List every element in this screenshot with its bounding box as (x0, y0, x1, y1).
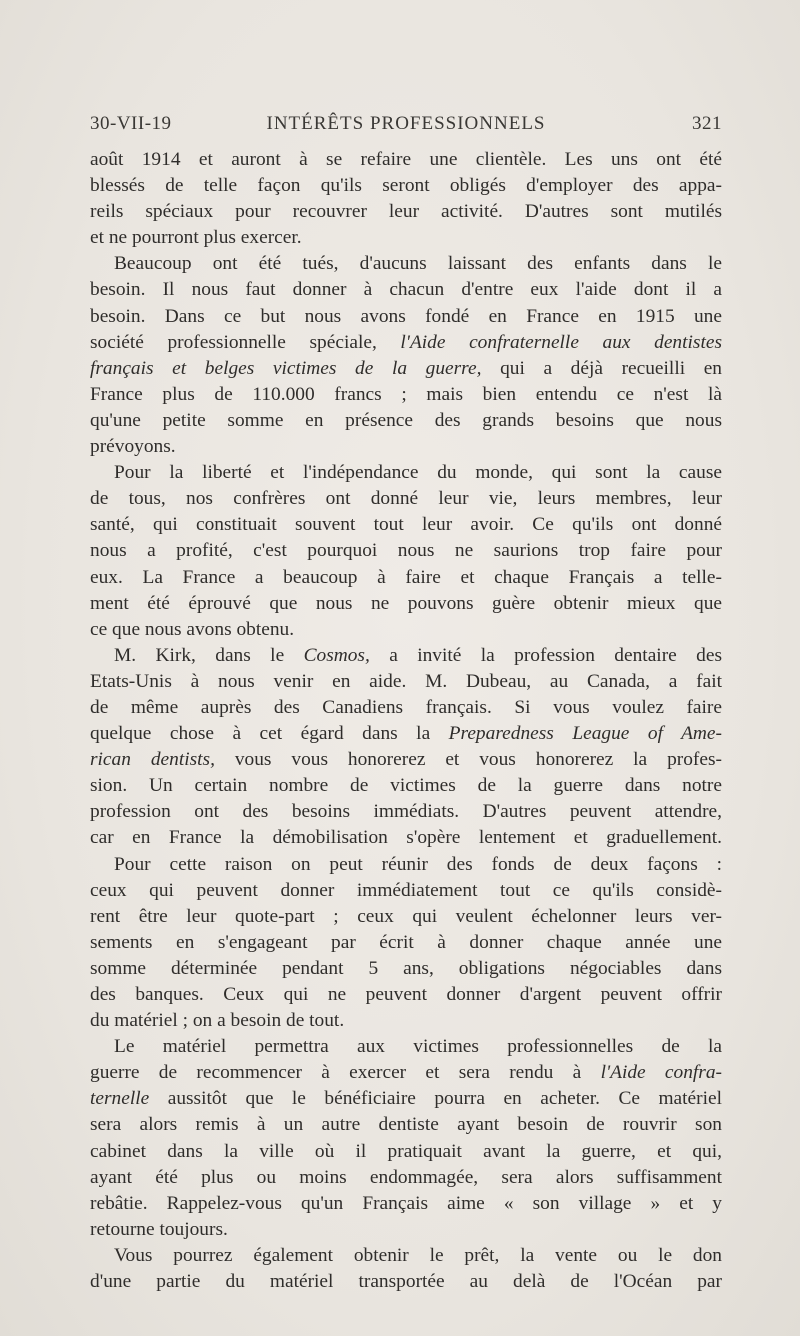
text-run: rebâtie. Rappelez-vous qu'un Français aime « son village » et y (90, 1192, 722, 1214)
text-line (90, 878, 722, 904)
text-line (90, 591, 722, 617)
text-line (90, 330, 722, 356)
italic-run: Preparedness League of Ame- (448, 723, 722, 745)
text-line (90, 695, 722, 721)
text-line (90, 1112, 722, 1138)
text-run: santé, qui constituait souvent tout leur avoir. Ce qu'ils ont donné (90, 514, 722, 536)
text-run: d'une partie du matériel transportée au delà de l'Océan par (90, 1271, 722, 1293)
italic-run: ternelle (90, 1088, 150, 1110)
text-line (90, 643, 722, 669)
text-run: eux. La France a beaucoup à faire et chaque Français a telle- (90, 566, 722, 588)
text-run: a invité la profession dentaire des (369, 644, 722, 666)
text-line (90, 225, 722, 251)
text-run: profession ont des besoins immédiats. D'autres peuvent attendre, (90, 801, 722, 823)
text-run: reils spéciaux pour recouvrer leur activité. D'autres sont mutilés (90, 201, 722, 223)
text-line (90, 251, 722, 277)
text-run: qu'une petite somme en présence des grands besoins que nous (90, 409, 722, 431)
text-line (90, 1269, 722, 1295)
text-run: ceux qui peuvent donner immédiatement tout ce qu'ils considè- (90, 879, 722, 901)
text-line (90, 1165, 722, 1191)
text-run: aussitôt que le bénéficiaire pourra en acheter. Ce matériel (149, 1088, 722, 1110)
italic-run: rican dentists, (90, 749, 215, 771)
text-run: besoin. Il nous faut donner à chacun d'entre eux l'aide dont il a (90, 279, 722, 301)
text-run: vous vous honorerez et vous honorerez la profes- (214, 749, 722, 771)
text-line (90, 1191, 722, 1217)
text-run: sera alors remis à un autre dentiste ayant besoin de rouvrir son (90, 1114, 722, 1136)
header-date: 30-VII-19 (90, 113, 172, 134)
italic-run: Cosmos, (303, 644, 370, 666)
text-line (90, 1217, 722, 1243)
text-run: société professionnelle spéciale, (90, 331, 401, 353)
text-run: prévoyons. (90, 436, 176, 458)
italic-run: l'Aide confra- (600, 1062, 723, 1084)
text-line (90, 1008, 722, 1034)
page-number: 321 (692, 113, 722, 134)
header-section-title: INTÉRÊTS PROFESSIONNELS (266, 113, 546, 134)
italic-run: l'Aide confraternelle aux dentistes (400, 331, 722, 353)
text-line (90, 173, 722, 199)
text-line (90, 460, 722, 486)
text-run: ment été éprouvé que nous ne pouvons guère obtenir mieux que (90, 592, 722, 614)
italic-run: français et belges victimes de la guerre, (90, 357, 482, 379)
text-run: M. Kirk, dans le (114, 644, 304, 666)
text-line (90, 669, 722, 695)
text-run: de même auprès des Canadiens français. Si vous voulez faire (90, 696, 722, 718)
text-run: août 1914 et auront à se refaire une clientèle. Les uns ont été (90, 149, 722, 170)
text-line (90, 799, 722, 825)
text-line (90, 721, 722, 747)
text-line (90, 147, 722, 173)
text-line (90, 1243, 722, 1269)
text-run: ce que nous avons obtenu. (90, 618, 295, 640)
text-line (90, 1139, 722, 1165)
text-line (90, 277, 722, 303)
text-line (90, 408, 722, 434)
text-line (90, 356, 722, 382)
text-line (90, 486, 722, 512)
text-run: du matériel ; on a besoin de tout. (90, 1010, 345, 1032)
text-line (90, 538, 722, 564)
text-line (90, 852, 722, 878)
text-run: qui a déjà recueilli en (481, 357, 722, 379)
text-run: des banques. Ceux qui ne peuvent donner d'argent peuvent offrir (90, 984, 722, 1005)
text-line (90, 512, 722, 538)
text-run: Le matériel permettra aux victimes professionnelles de la (114, 1036, 722, 1058)
text-run: Vous pourrez également obtenir le prêt, la vente ou le don (114, 1244, 722, 1266)
text-line (90, 904, 722, 930)
text-run: et ne pourront plus exercer. (90, 227, 302, 249)
text-run: somme déterminée pendant 5 ans, obligations négociables dans (90, 957, 722, 979)
text-run: ayant été plus ou moins endommagée, sera alors suffisamment (90, 1166, 722, 1188)
text-line (90, 747, 722, 773)
text-line (90, 930, 722, 956)
text-line (90, 434, 722, 460)
text-run: Etats-Unis à nous venir en aide. M. Dubeau, au Canada, a fait (90, 670, 722, 692)
text-run: de tous, nos confrères ont donné leur vie, leurs membres, leur (90, 488, 722, 510)
text-run: guerre de recommencer à exercer et sera rendu à (90, 1062, 601, 1084)
text-run: Beaucoup ont été tués, d'aucuns laissant des enfants dans le (114, 253, 722, 275)
text-run: car en France la démobilisation s'opère lentement et graduellement. (90, 827, 722, 849)
text-line (90, 1034, 722, 1060)
text-line (90, 1086, 722, 1112)
text-line (90, 982, 722, 1008)
text-run: Pour la liberté et l'indépendance du monde, qui sont la cause (114, 462, 722, 484)
text-run: Pour cette raison on peut réunir des fonds de deux façons : (114, 853, 722, 875)
text-line (90, 304, 722, 330)
text-run: cabinet dans la ville où il pratiquait avant la guerre, et qui, (90, 1140, 722, 1162)
text-line (90, 825, 722, 851)
text-run: nous a profité, c'est pourquoi nous ne saurions trop faire pour (90, 540, 722, 562)
text-run: quelque chose à cet égard dans la (90, 723, 449, 745)
text-run: rent être leur quote-part ; ceux qui veulent échelonner leurs ver- (90, 905, 722, 927)
running-header (90, 113, 722, 141)
text-run: France plus de 110.000 francs ; mais bien entendu ce n'est là (90, 383, 722, 405)
text-line (90, 199, 722, 225)
text-run: sements en s'engageant par écrit à donner chaque année une (90, 931, 722, 953)
text-run: blessés de telle façon qu'ils seront obligés d'employer des appa- (90, 175, 722, 197)
text-line (90, 956, 722, 982)
text-line (90, 773, 722, 799)
text-line (90, 565, 722, 591)
text-run: retourne toujours. (90, 1218, 228, 1240)
text-run: sion. Un certain nombre de victimes de la guerre dans notre (90, 775, 722, 797)
body-text (90, 147, 722, 1295)
text-line (90, 617, 722, 643)
text-run: besoin. Dans ce but nous avons fondé en France en 1915 une (90, 305, 722, 327)
text-line (90, 382, 722, 408)
text-line (90, 1060, 722, 1086)
